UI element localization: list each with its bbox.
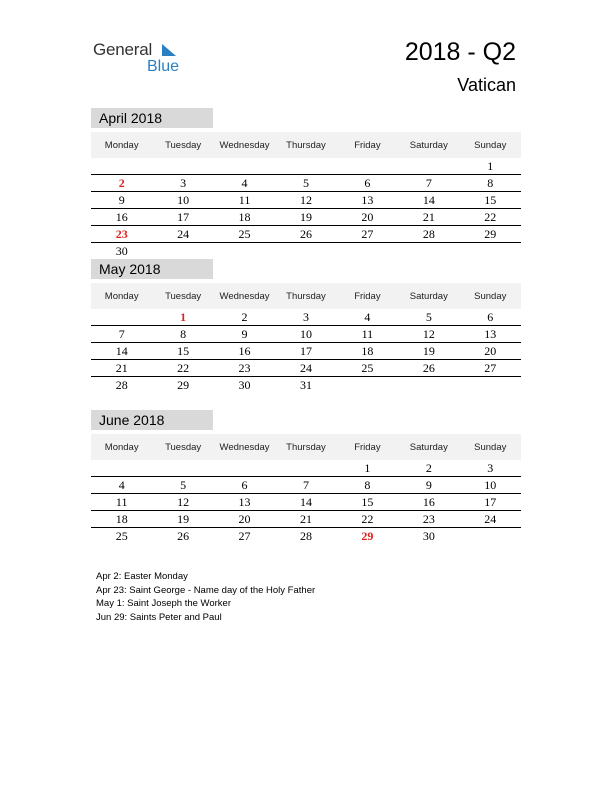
weekday-header: Saturday — [398, 434, 459, 460]
week-row — [91, 360, 521, 377]
day-cell: 27 — [460, 360, 521, 377]
day-cell: 29 — [361, 529, 374, 543]
day-cell: 16 — [214, 343, 275, 360]
day-cell: 3 — [152, 175, 213, 192]
holiday-note: Jun 29: Saints Peter and Paul — [96, 611, 222, 623]
day-cell: 22 — [460, 209, 521, 226]
day-cell: 6 — [214, 477, 275, 494]
day-cell: 10 — [460, 477, 521, 494]
month-table — [91, 283, 521, 393]
month-label: June 2018 — [91, 410, 213, 430]
weekday-header: Thursday — [275, 434, 336, 460]
week-row — [91, 377, 521, 394]
weekday-header: Monday — [91, 434, 152, 460]
day-cell: 19 — [152, 511, 213, 528]
day-cell — [337, 158, 398, 175]
logo — [93, 40, 193, 80]
logo-triangle-icon — [162, 44, 176, 56]
week-row — [91, 528, 521, 545]
week-row — [91, 477, 521, 494]
weekday-header: Sunday — [460, 283, 521, 309]
day-cell: 11 — [91, 494, 152, 511]
day-cell: 6 — [337, 175, 398, 192]
day-cell — [398, 377, 459, 394]
week-row — [91, 494, 521, 511]
week-row — [91, 243, 521, 260]
day-cell: 8 — [460, 175, 521, 192]
day-cell: 2 — [398, 460, 459, 477]
day-cell: 20 — [214, 511, 275, 528]
day-cell — [152, 460, 213, 477]
day-cell: 4 — [337, 309, 398, 326]
day-cell: 1 — [460, 158, 521, 175]
country-name: Vatican — [457, 75, 516, 95]
day-cell — [337, 377, 398, 394]
day-cell: 8 — [152, 326, 213, 343]
day-cell: 5 — [152, 477, 213, 494]
day-cell — [275, 460, 336, 477]
weekday-header: Thursday — [275, 283, 336, 309]
day-cell: 12 — [398, 326, 459, 343]
day-cell — [91, 309, 152, 326]
day-cell — [398, 158, 459, 175]
weekday-header: Tuesday — [152, 132, 213, 158]
day-cell: 24 — [152, 226, 213, 243]
day-cell: 13 — [337, 192, 398, 209]
day-cell: 25 — [214, 226, 275, 243]
day-cell: 24 — [460, 511, 521, 528]
month-calendar — [91, 108, 521, 259]
day-cell: 29 — [177, 378, 190, 392]
holiday-notes — [96, 570, 315, 624]
week-row — [91, 326, 521, 343]
day-cell: 21 — [91, 360, 152, 377]
day-cell: 2 — [91, 175, 152, 192]
day-cell: 12 — [152, 494, 213, 511]
day-cell — [275, 243, 336, 260]
day-cell: 25 — [337, 360, 398, 377]
day-cell — [460, 377, 521, 394]
day-cell: 22 — [337, 511, 398, 528]
weekday-header: Thursday — [275, 132, 336, 158]
month-table — [91, 132, 521, 259]
week-row — [91, 209, 521, 226]
weekday-header: Wednesday — [214, 132, 275, 158]
day-cell: 1 — [337, 460, 398, 477]
day-cell: 19 — [275, 209, 336, 226]
day-cell: 21 — [275, 511, 336, 528]
weekday-header: Monday — [91, 132, 152, 158]
day-cell: 13 — [214, 494, 275, 511]
day-cell: 28 — [299, 529, 312, 543]
day-cell — [275, 158, 336, 175]
day-cell: 26 — [177, 529, 190, 543]
day-cell: 14 — [91, 343, 152, 360]
week-row — [91, 460, 521, 477]
day-cell: 4 — [214, 175, 275, 192]
day-cell: 18 — [91, 511, 152, 528]
day-cell: 7 — [398, 175, 459, 192]
day-cell: 10 — [275, 326, 336, 343]
day-cell — [398, 243, 459, 260]
weekday-header: Friday — [337, 283, 398, 309]
day-cell — [91, 158, 152, 175]
month-label: May 2018 — [91, 259, 213, 279]
day-cell: 11 — [337, 326, 398, 343]
day-cell — [460, 528, 521, 545]
day-cell: 31 — [299, 378, 312, 392]
day-cell: 9 — [91, 192, 152, 209]
month-label: April 2018 — [91, 108, 213, 128]
day-cell: 7 — [275, 477, 336, 494]
day-cell: 26 — [398, 360, 459, 377]
holiday-note: Apr 2: Easter Monday — [96, 571, 188, 582]
day-cell: 15 — [460, 192, 521, 209]
day-cell: 12 — [275, 192, 336, 209]
week-row — [91, 175, 521, 192]
day-cell: 30 — [238, 378, 251, 392]
day-cell: 14 — [275, 494, 336, 511]
day-cell — [91, 460, 152, 477]
day-cell: 5 — [398, 309, 459, 326]
day-cell: 10 — [152, 192, 213, 209]
week-row — [91, 158, 521, 175]
day-cell: 24 — [275, 360, 336, 377]
day-cell: 6 — [460, 309, 521, 326]
day-cell: 25 — [115, 529, 128, 543]
day-cell: 9 — [398, 477, 459, 494]
day-cell — [460, 243, 521, 260]
day-cell: 21 — [398, 209, 459, 226]
day-cell: 5 — [275, 175, 336, 192]
page-title: 2018 - Q2 — [404, 38, 516, 66]
day-cell: 17 — [460, 494, 521, 511]
day-cell: 28 — [398, 226, 459, 243]
week-row — [91, 226, 521, 243]
day-cell — [214, 460, 275, 477]
day-cell: 1 — [152, 309, 213, 326]
weekday-header: Wednesday — [214, 283, 275, 309]
week-row — [91, 511, 521, 528]
day-cell: 3 — [275, 309, 336, 326]
holiday-note: May 1: Saint Joseph the Worker — [96, 598, 231, 609]
weekday-header: Sunday — [460, 434, 521, 460]
day-cell: 15 — [337, 494, 398, 511]
day-cell: 15 — [152, 343, 213, 360]
logo-blue-text: Blue — [147, 58, 180, 75]
weekday-header: Saturday — [398, 132, 459, 158]
day-cell: 23 — [214, 360, 275, 377]
day-cell: 27 — [238, 529, 251, 543]
day-cell: 22 — [152, 360, 213, 377]
day-cell: 18 — [214, 209, 275, 226]
day-cell: 28 — [115, 378, 128, 392]
logo-general-text: General — [93, 40, 153, 59]
day-cell — [214, 158, 275, 175]
day-cell — [152, 158, 213, 175]
day-cell: 4 — [91, 477, 152, 494]
week-row — [91, 192, 521, 209]
day-cell: 7 — [91, 326, 152, 343]
day-cell: 3 — [460, 460, 521, 477]
weekday-header: Saturday — [398, 283, 459, 309]
day-cell: 13 — [460, 326, 521, 343]
day-cell: 26 — [275, 226, 336, 243]
day-cell: 20 — [337, 209, 398, 226]
weekday-header: Monday — [91, 283, 152, 309]
day-cell: 30 — [422, 529, 435, 543]
day-cell: 19 — [398, 343, 459, 360]
day-cell: 16 — [398, 494, 459, 511]
weekday-header: Tuesday — [152, 283, 213, 309]
day-cell — [152, 243, 213, 260]
day-cell: 2 — [214, 309, 275, 326]
month-calendar — [91, 259, 521, 393]
day-cell: 29 — [460, 226, 521, 243]
month-table — [91, 434, 521, 544]
day-cell: 17 — [152, 209, 213, 226]
weekday-header: Sunday — [460, 132, 521, 158]
week-row — [91, 343, 521, 360]
weekday-header: Friday — [337, 434, 398, 460]
day-cell: 27 — [337, 226, 398, 243]
day-cell: 23 — [398, 511, 459, 528]
month-calendar — [91, 410, 521, 544]
weekday-header: Wednesday — [214, 434, 275, 460]
day-cell: 30 — [115, 244, 128, 258]
day-cell: 14 — [398, 192, 459, 209]
day-cell: 8 — [337, 477, 398, 494]
holiday-note: Apr 23: Saint George - Name day of the Holy Father — [96, 584, 316, 596]
day-cell: 16 — [91, 209, 152, 226]
day-cell — [337, 243, 398, 260]
weekday-header: Tuesday — [152, 434, 213, 460]
day-cell: 17 — [275, 343, 336, 360]
day-cell: 20 — [460, 343, 521, 360]
day-cell: 9 — [214, 326, 275, 343]
week-row — [91, 309, 521, 326]
day-cell: 23 — [91, 226, 152, 243]
day-cell: 18 — [337, 343, 398, 360]
day-cell: 11 — [214, 192, 275, 209]
weekday-header: Friday — [337, 132, 398, 158]
day-cell — [214, 243, 275, 260]
